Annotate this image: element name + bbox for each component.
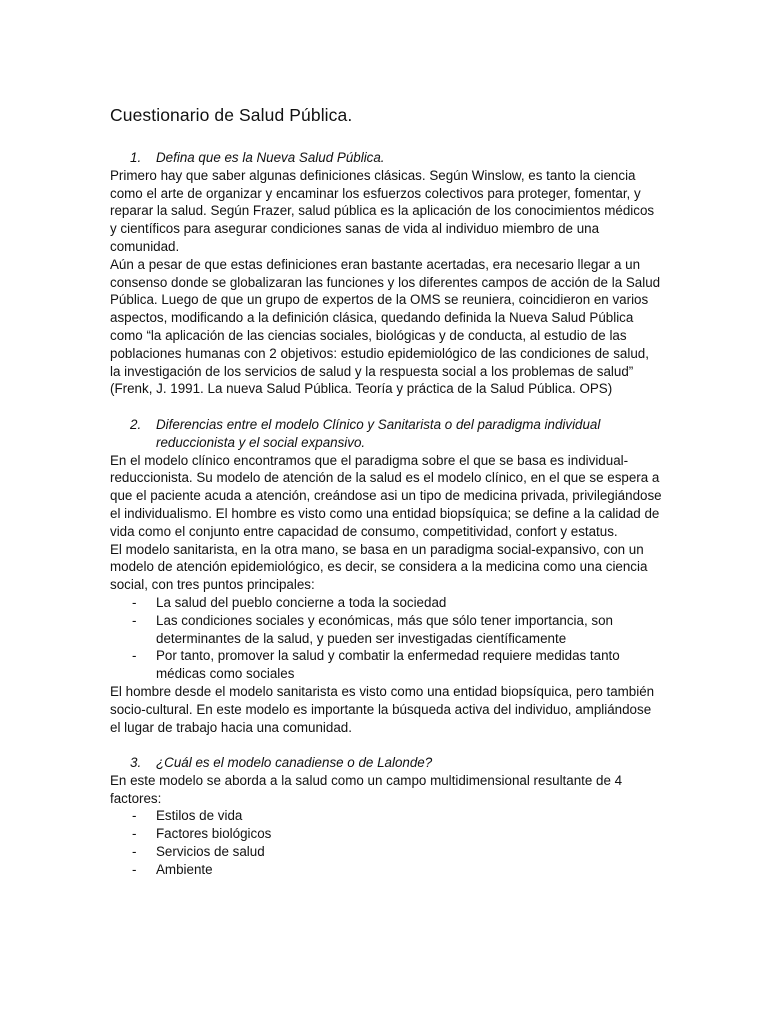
page-title: Cuestionario de Salud Pública. (110, 105, 353, 125)
paragraph: Primero hay que saber algunas definiciones clásicas. Según Winslow, es tanto la ciencia como el arte de organizar y encaminar los esfuerzos colectivos para proteger, fomentar, y reparar la salud. Según Frazer, salud pública es la aplicación de los conocimientos médicos y científicos para asegurar condiciones sanas de vida al individuo miembro de una comunidad. (110, 167, 655, 254)
paragraph: En el modelo clínico encontramos que el paradigma sobre el que se basa es individual-reduccionista. Su modelo de atención de la salud es el modelo clínico, en el que se espera a que el paciente acuda a atención, creándose asi un tipo de medicina privada, privilegiándose el individualismo. El hombre es visto como una entidad biopsíquica; se define a la calidad de vida como el conjunto entre capacidad de consumo, competitividad, confort y estatus. (110, 452, 662, 539)
list-item (110, 861, 662, 879)
list-item (110, 807, 662, 825)
question-text: ¿Cuál es el modelo canadiense o de Lalonde? (156, 755, 433, 771)
paragraph: El modelo sanitarista, en la otra mano, se basa en un paradigma social-expansivo, con un modelo de atención epidemiológico, es decir, se considera a la medicina como una ciencia social, con tres puntos principales: (110, 541, 648, 593)
list-item-text: Las condiciones sociales y económicas, más que sólo tener importancia, son determinantes de la salud, y pueden ser investigadas científicamente (156, 612, 614, 646)
question-number: 1. (130, 150, 142, 165)
list-item-text: Factores biológicos (156, 826, 272, 842)
bullet-list (110, 807, 662, 878)
list-item (110, 612, 662, 648)
section-3 (110, 754, 662, 879)
question-heading (110, 149, 662, 167)
section-1 (110, 149, 662, 398)
list-item (110, 647, 662, 683)
section-2 (110, 416, 662, 736)
paragraph: Aún a pesar de que estas definiciones eran bastante acertadas, era necesario llegar a un consenso donde se globalizaran las funciones y los diferentes campos de acción de la Salud Pública. Luego de que un grupo de expertos de la OMS se reuniera, coincidieron en varios aspectos, modificando a la definición clásica, quedando definida la Nueva Salud Pública como “la aplicación de las ciencias sociales, biológicas y de conducta, al estudio de las poblaciones humanas con 2 objetivos: estudio epidemiológico de las condiciones de salud, la investigación de los servicios de salud y la respuesta social a los problemas de salud” (Frenk, J. 1991. La nueva Salud Pública. Teoría y práctica de la Salud Pública. OPS) (110, 256, 661, 397)
list-item-text: Ambiente (156, 861, 213, 877)
bullet-marker: - (132, 612, 137, 628)
list-item (110, 843, 662, 861)
bullet-list (110, 594, 662, 683)
question-text: Diferencias entre el modelo Clínico y Sanitarista o del paradigma individual reduccionista y el social expansivo. (156, 416, 601, 450)
question-number: 3. (130, 755, 142, 771)
bullet-marker: - (132, 648, 137, 664)
paragraph: En este modelo se aborda a la salud como un campo multidimensional resultante de 4 factores: (110, 772, 623, 806)
list-item (110, 825, 662, 843)
list-item-text: La salud del pueblo concierne a toda la sociedad (156, 594, 447, 610)
list-item (110, 594, 662, 612)
question-heading (110, 754, 662, 772)
bullet-marker: - (132, 844, 137, 860)
list-item-text: Estilos de vida (156, 808, 243, 824)
document-page (110, 103, 662, 896)
question-heading (110, 416, 662, 452)
question-number: 2. (130, 416, 142, 432)
list-item-text: Servicios de salud (156, 844, 265, 860)
question-text: Defina que es la Nueva Salud Pública. (156, 150, 385, 165)
paragraph: El hombre desde el modelo sanitarista es visto como una entidad biopsíquica, pero también socio-cultural. En este modelo es importante la búsqueda activa del individuo, ampliándose el lugar de trabajo hacia una comunidad. (110, 683, 655, 735)
list-item-text: Por tanto, promover la salud y combatir la enfermedad requiere medidas tanto médicas como sociales (156, 648, 620, 682)
bullet-marker: - (132, 826, 137, 842)
bullet-marker: - (132, 808, 137, 824)
bullet-marker: - (132, 594, 137, 610)
bullet-marker: - (132, 861, 137, 877)
